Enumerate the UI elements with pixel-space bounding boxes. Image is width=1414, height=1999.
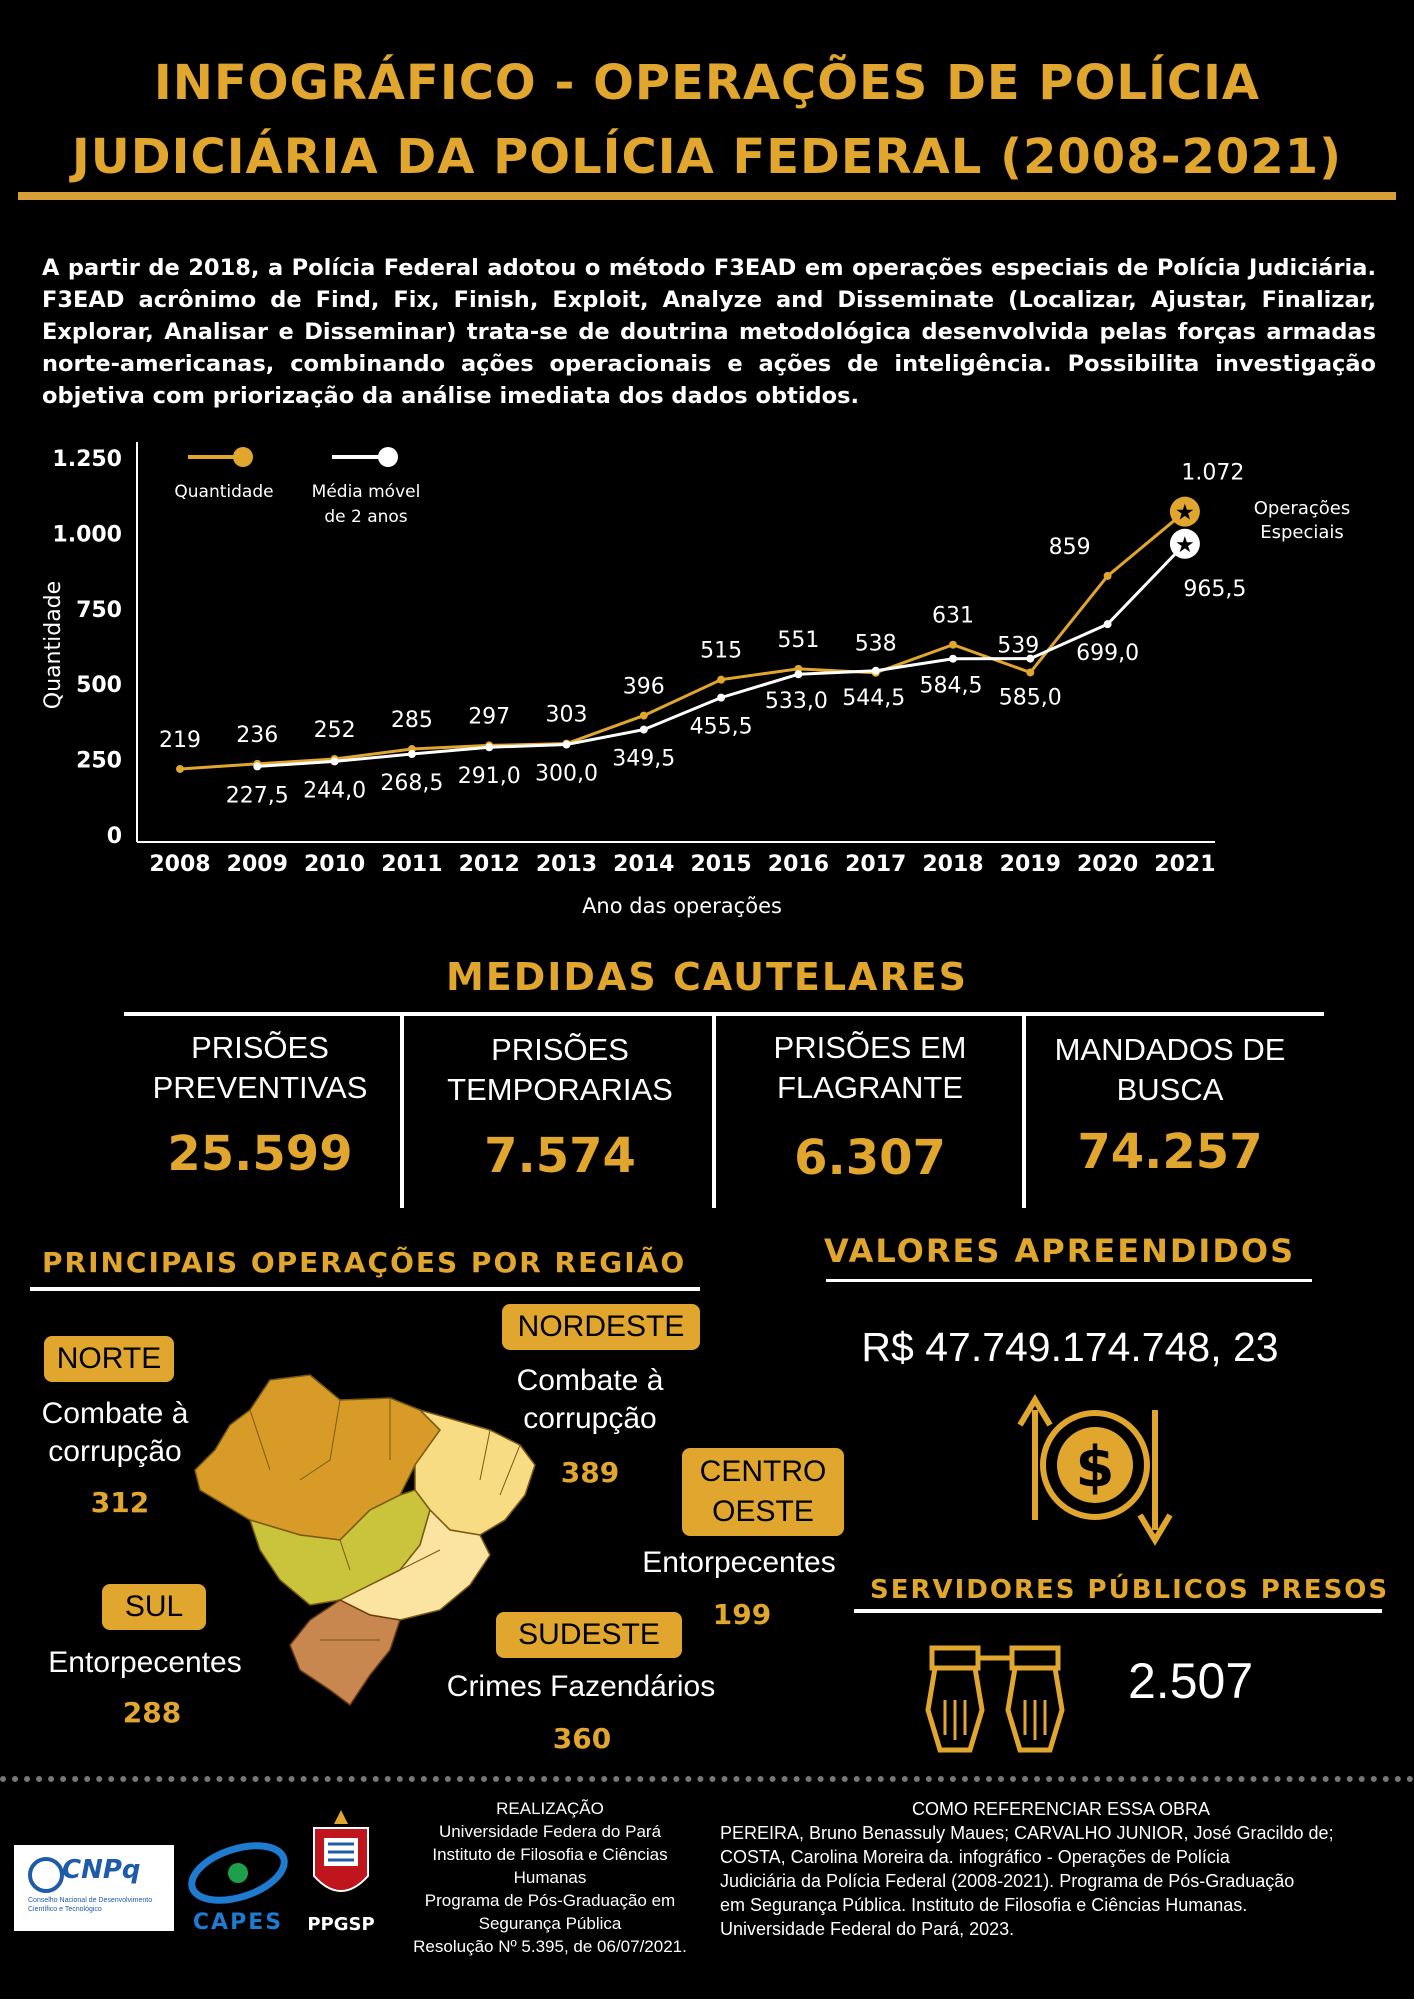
x-tick-label: 2015 xyxy=(690,852,752,877)
sul-value: 288 xyxy=(122,1696,182,1729)
media-movel-data-label: 244,0 xyxy=(303,778,367,804)
medida-label: PRISÕES xyxy=(191,1030,329,1065)
norte-text2: corrupção xyxy=(48,1435,182,1468)
quantidade-data-label: 297 xyxy=(468,704,511,730)
data-point xyxy=(176,765,184,773)
legend-media-marker xyxy=(378,447,398,467)
data-point xyxy=(640,726,648,734)
annotation-especiais: Especiais xyxy=(1260,522,1344,543)
quantidade-data-label: 303 xyxy=(545,702,588,728)
centro-text1: Entorpecentes xyxy=(642,1546,836,1579)
quantidade-data-label: 396 xyxy=(622,674,665,700)
quantidade-data-label: 538 xyxy=(854,631,897,657)
star-icon: ★ xyxy=(1175,532,1195,558)
x-tick-label: 2019 xyxy=(999,852,1061,877)
x-tick-label: 2014 xyxy=(613,852,675,877)
realizacao-line: Segurança Pública xyxy=(478,1914,622,1933)
ppgsp-crest-icon xyxy=(304,1806,378,1910)
data-point xyxy=(949,641,957,649)
x-tick-label: 2009 xyxy=(226,852,288,877)
badge-nordeste: NORDESTE xyxy=(502,1304,700,1350)
centro-name2: OESTE xyxy=(712,1495,814,1528)
nordeste-text2: corrupção xyxy=(523,1402,657,1435)
handcuffs-icon xyxy=(920,1640,1070,1760)
medidas-top-line xyxy=(124,1012,1324,1016)
cnpq-logo xyxy=(14,1845,174,1931)
page-title-line1: INFOGRÁFICO - OPERAÇÕES DE POLÍCIA xyxy=(153,55,1261,111)
star-icon: ★ xyxy=(1175,500,1195,526)
servidores-value: 2.507 xyxy=(1128,1653,1254,1709)
x-tick-label: 2016 xyxy=(767,852,830,877)
medida-prisoes-temporarias xyxy=(420,1030,700,1184)
medida-label: MANDADOS DE xyxy=(1054,1032,1286,1067)
realizacao-line: Instituto de Filosofia e Ciências xyxy=(432,1845,668,1864)
x-tick-label: 2017 xyxy=(845,852,907,877)
medidas-divider-2 xyxy=(712,1012,716,1208)
cnpq-emblem-icon xyxy=(28,1857,64,1893)
referencia-line: em Segurança Pública. Instituto de Filosofia e Ciências Humanas. xyxy=(720,1895,1248,1915)
data-point xyxy=(1104,572,1112,580)
realizacao-line: Programa de Pós-Graduação em xyxy=(424,1891,676,1910)
operations-line-chart xyxy=(0,430,1414,930)
medidas-title: MEDIDAS CAUTELARES xyxy=(445,955,969,999)
quantidade-data-label: 859 xyxy=(1048,534,1091,560)
quantidade-data-label: 539 xyxy=(997,633,1040,659)
norte-value: 312 xyxy=(90,1486,150,1519)
media-movel-data-label: 349,5 xyxy=(612,746,676,772)
legend-quantidade-marker xyxy=(233,447,253,467)
quantidade-data-label: 285 xyxy=(390,708,433,734)
capes-logo-text: CAPES xyxy=(192,1910,284,1935)
data-point xyxy=(485,743,493,751)
data-point xyxy=(717,694,725,702)
medida-label: FLAGRANTE xyxy=(776,1070,964,1105)
referencia-block xyxy=(720,1797,1402,1941)
quantidade-data-label: 236 xyxy=(236,722,279,748)
media-movel-data-label: 533,0 xyxy=(764,689,828,715)
x-tick-label: 2020 xyxy=(1076,852,1139,877)
media-movel-data-label: 455,5 xyxy=(689,714,753,740)
quantidade-data-label: 631 xyxy=(932,603,974,629)
cnpq-logo-text: CNPq xyxy=(62,1855,141,1885)
sudeste-value: 360 xyxy=(552,1722,612,1755)
data-point xyxy=(872,667,880,675)
referencia-line: Judiciária da Polícia Federal (2008-2021). Programa de Pós-Graduação xyxy=(720,1871,1295,1891)
medida-value: 74.257 xyxy=(1077,1124,1263,1180)
servidores-title: SERVIDORES PÚBLICOS PRESOS xyxy=(870,1575,1390,1605)
medida-prisoes-flagrante xyxy=(730,1028,1010,1186)
x-axis-title: Ano das operações xyxy=(582,894,782,918)
cnpq-subtitle: Conselho Nacional de Desenvolvimento xyxy=(28,1897,153,1904)
x-tick-label: 2012 xyxy=(458,852,520,877)
y-tick-label: 250 xyxy=(76,748,122,774)
realizacao-title: REALIZAÇÃO xyxy=(496,1799,604,1818)
badge-norte: NORTE xyxy=(44,1336,174,1382)
title-divider xyxy=(18,192,1396,200)
data-point xyxy=(640,712,648,720)
medida-prisoes-preventivas xyxy=(120,1028,400,1182)
medida-label: TEMPORARIAS xyxy=(447,1072,673,1107)
referencia-line: Universidade Federal do Pará, 2023. xyxy=(720,1919,1015,1939)
data-point xyxy=(949,655,957,663)
x-tick-label: 2013 xyxy=(535,852,598,877)
medida-label: BUSCA xyxy=(1116,1072,1224,1107)
data-point xyxy=(253,762,261,770)
y-tick-label: 0 xyxy=(106,824,122,849)
x-tick-label: 2011 xyxy=(381,852,443,877)
centro-name1: CENTRO xyxy=(699,1455,827,1488)
footer-divider xyxy=(0,1776,1414,1782)
data-point xyxy=(1104,620,1112,628)
y-tick-label: 1.000 xyxy=(52,522,122,548)
media-movel-data-label: 227,5 xyxy=(225,783,289,809)
norte-text1: Combate à xyxy=(41,1397,189,1430)
x-tick-label: 2010 xyxy=(303,852,366,877)
nordeste-value: 389 xyxy=(560,1456,620,1489)
medida-value: 25.599 xyxy=(167,1126,353,1182)
valores-title: VALORES APREENDIDOS xyxy=(824,1232,1296,1270)
quantidade-data-label: 252 xyxy=(313,717,356,743)
ppgsp-logo-text: PPGSP xyxy=(307,1914,375,1935)
servidores-underline xyxy=(854,1609,1382,1613)
media-movel-data-label: 585,0 xyxy=(998,685,1062,711)
sudeste-text1: Crimes Fazendários xyxy=(446,1670,716,1703)
realizacao-line: Universidade Federa do Pará xyxy=(438,1822,662,1841)
badge-sul: SUL xyxy=(102,1584,206,1630)
quantidade-data-label: 515 xyxy=(700,638,743,664)
media-movel-data-label: 584,5 xyxy=(919,673,983,699)
badge-sudeste: SUDESTE xyxy=(496,1612,682,1658)
quantidade-data-label: 219 xyxy=(159,727,201,753)
referencia-line: COSTA, Carolina Moreira da. infográfico - Operações de Polícia xyxy=(720,1847,1230,1867)
data-point xyxy=(331,757,339,765)
legend-media-label: de 2 anos xyxy=(324,507,408,527)
regioes-title: PRINCIPAIS OPERAÇÕES POR REGIÃO xyxy=(42,1246,687,1279)
realizacao-block xyxy=(390,1797,710,1958)
annotation-operacoes: Operações xyxy=(1253,498,1351,519)
y-axis-title: Quantidade xyxy=(41,580,66,710)
quantidade-data-label: 1.072 xyxy=(1181,460,1245,486)
x-tick-label: 2018 xyxy=(922,852,984,877)
nordeste-text1: Combate à xyxy=(516,1364,664,1397)
data-point xyxy=(1026,668,1034,676)
media-movel-data-label: 965,5 xyxy=(1183,576,1247,602)
medida-label: PRISÕES EM xyxy=(773,1030,967,1065)
intro-paragraph: A partir de 2018, a Polícia Federal adotou o método F3EAD em operações especiais de Polícia Judiciária. F3EAD acrônimo de Find, Fix, Finish, Exploit, Analyze and Disseminate (Localizar, Ajustar, Finalizar, Explorar, Analisar e Disseminar) trata-se de doutrina metodológica desenvolvida pelas forças armadas norte-americanas, combinando ações operacionais e ações de inteligência. Possibilita investigação objetiva com priorização da análise imediata dos dados obtidos. xyxy=(42,255,1376,409)
valores-amount: R$ 47.749.174.748, 23 xyxy=(861,1324,1279,1370)
legend-quantidade-label: Quantidade xyxy=(174,482,274,502)
capes-emblem-icon xyxy=(186,1838,290,1908)
realizacao-line: Resolução Nº 5.395, de 06/07/2021. xyxy=(413,1937,687,1956)
realizacao-line: Humanas xyxy=(513,1868,587,1887)
medidas-divider-1 xyxy=(400,1012,404,1208)
medidas-divider-3 xyxy=(1022,1012,1026,1208)
media-movel-data-label: 268,5 xyxy=(380,771,444,797)
media-movel-data-label: 544,5 xyxy=(842,685,906,711)
y-tick-label: 750 xyxy=(76,597,122,623)
badge-centro-oeste xyxy=(682,1448,844,1536)
referencia-title: COMO REFERENCIAR ESSA OBRA xyxy=(911,1799,1211,1819)
medida-label: PRISÕES xyxy=(491,1032,629,1067)
media-movel-data-label: 300,0 xyxy=(535,761,598,787)
y-tick-label: 500 xyxy=(76,673,122,699)
data-point xyxy=(717,676,725,684)
media-movel-data-label: 699,0 xyxy=(1076,641,1140,667)
legend-media-label: Média móvel xyxy=(311,482,421,502)
valores-underline xyxy=(826,1279,1312,1282)
medida-value: 7.574 xyxy=(484,1128,636,1184)
regioes-underline xyxy=(30,1287,700,1291)
referencia-line: PEREIRA, Bruno Benassuly Maues; CARVALHO JUNIOR, José Gracildo de; xyxy=(720,1823,1334,1843)
quantidade-data-label: 551 xyxy=(777,627,820,653)
data-point xyxy=(408,750,416,758)
svg-text:$: $ xyxy=(1075,1435,1115,1500)
data-point xyxy=(794,670,802,678)
cnpq-subtitle: Científico e Tecnológico xyxy=(28,1906,102,1913)
media-movel-data-label: 291,0 xyxy=(457,764,521,790)
page-title-line2: JUDICIÁRIA DA POLÍCIA FEDERAL (2008-2021) xyxy=(71,129,1343,185)
centro-value: 199 xyxy=(712,1598,772,1631)
data-point xyxy=(563,741,571,749)
x-tick-label: 2008 xyxy=(149,852,211,877)
medida-value: 6.307 xyxy=(794,1130,946,1186)
money-exchange-icon xyxy=(1010,1380,1180,1560)
y-tick-label: 1.250 xyxy=(52,447,122,472)
x-tick-label: 2021 xyxy=(1154,852,1216,877)
sul-text1: Entorpecentes xyxy=(48,1646,242,1679)
medida-label: PREVENTIVAS xyxy=(152,1070,368,1105)
medida-mandados-busca xyxy=(1030,1030,1310,1180)
